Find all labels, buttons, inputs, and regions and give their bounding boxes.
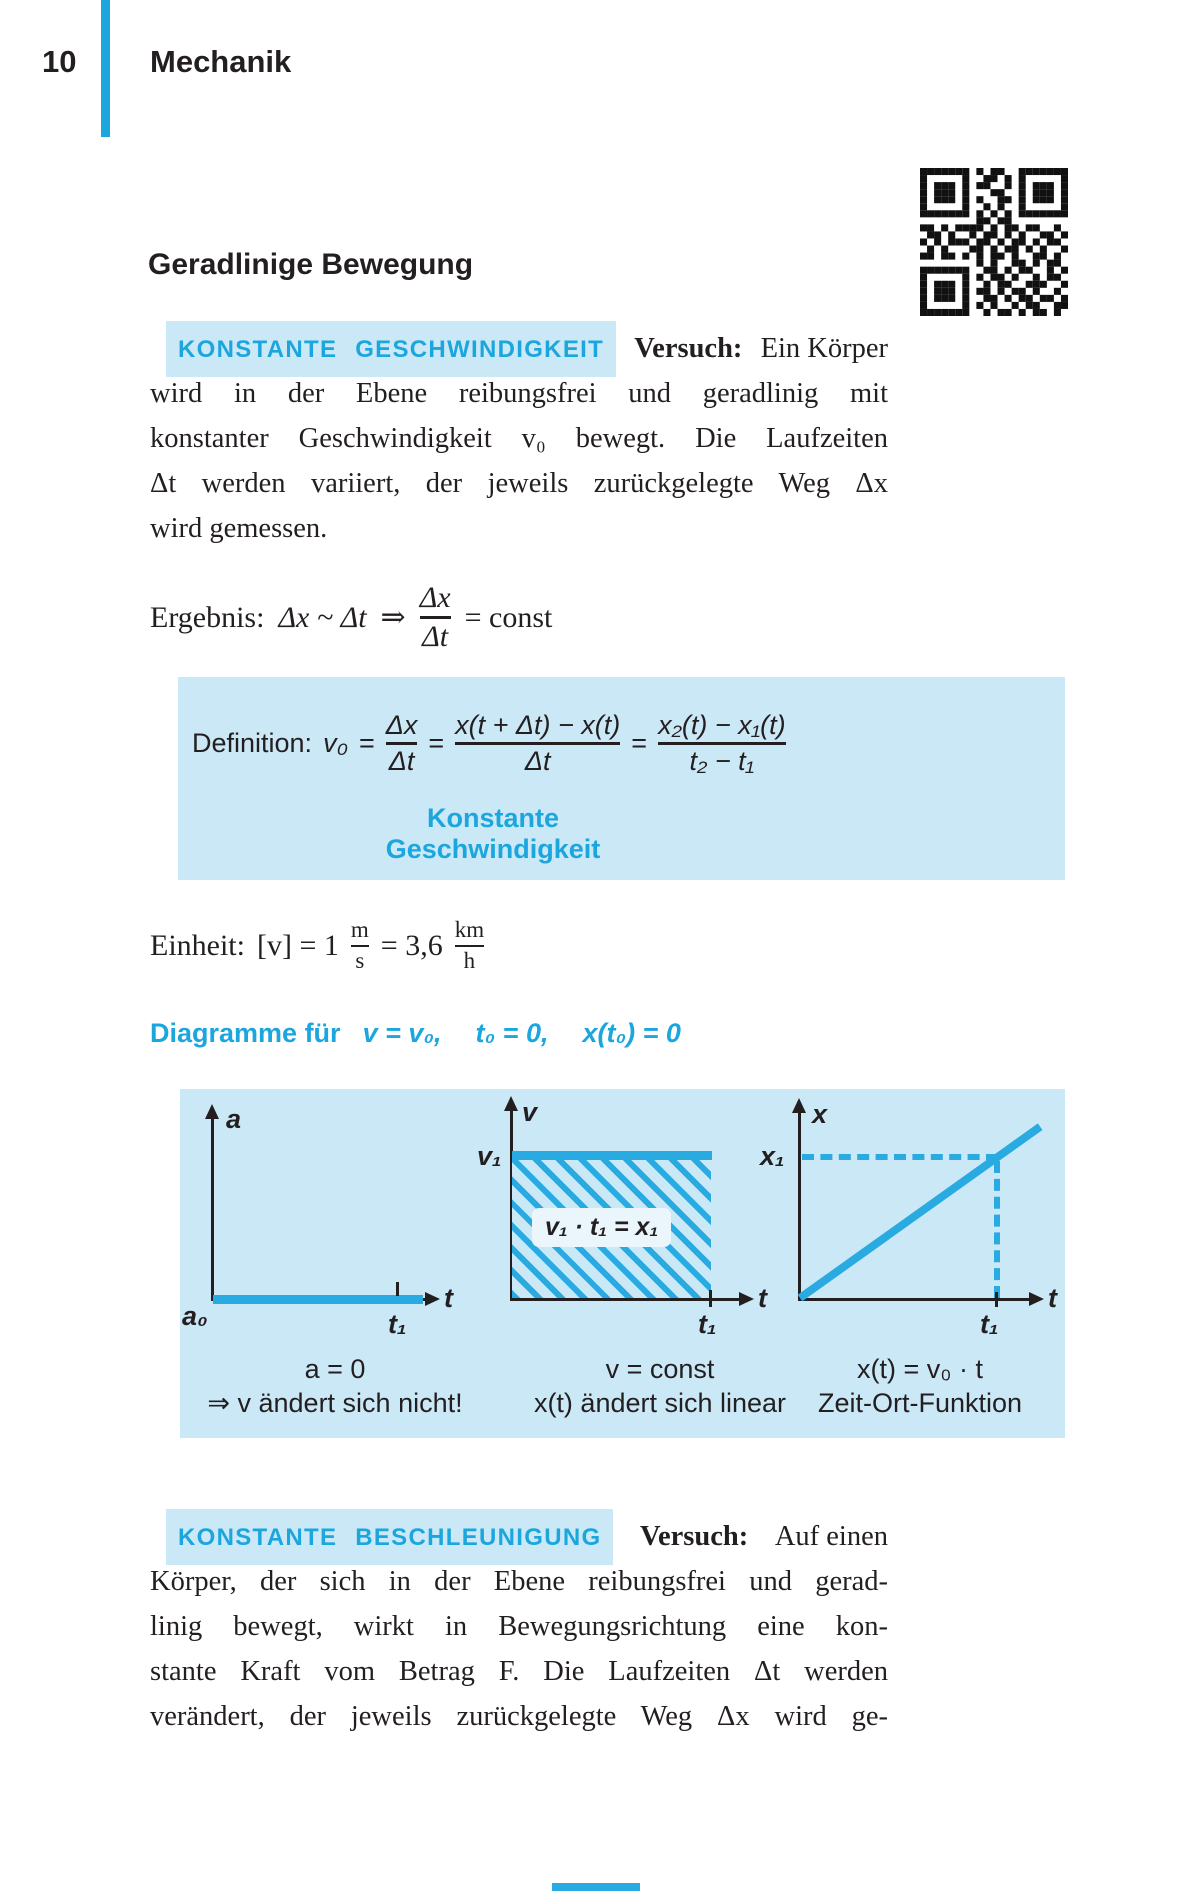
fraction-numerator: Δx [419,581,451,614]
fraction-bar [351,945,369,948]
paragraph-lead-line [150,1514,888,1559]
caption-line: a = 0 [304,1354,366,1384]
equals-sign: = [631,727,648,758]
fraction-bar [455,945,484,948]
v-axis-arrow-icon [504,1096,518,1111]
v1-constant-line [512,1151,712,1160]
definition-label: Definition: [192,727,313,758]
delta-fraction [420,582,451,653]
a0-label: a₀ [182,1301,208,1331]
definition-formula [192,711,786,776]
a-axis-label: a [226,1104,242,1134]
a-axis [211,1119,214,1300]
t1-dashed-line [994,1161,1000,1298]
x-axis [798,1113,801,1301]
diagram1-caption [190,1352,480,1420]
fraction-bar [420,616,451,619]
definition-panel [178,677,1065,880]
v-axis-label: v [522,1097,538,1127]
caption-line: v = const [605,1354,715,1384]
linear-x-t-line [798,1123,1043,1301]
einheit-label: Einheit: [150,929,245,963]
fraction-numerator: Δx [385,710,418,740]
paragraph-konstante-beschleunigung [150,1514,888,1739]
diagramme-header [150,1018,681,1049]
fraction-bar [658,742,786,745]
fraction-numerator: km [454,917,485,942]
paragraph-line: konstanter Geschwindigkeit v₀ bewegt. Die Laufzeiten [150,423,888,454]
t-axis-arrow-icon [739,1292,754,1306]
versuch-label: Versuch: [634,333,743,364]
caption-line: Zeit-Ort-Funktion [817,1388,1023,1418]
fraction-denominator: Δt [388,745,415,776]
fraction-denominator: t₂ − t₁ [689,745,755,776]
x1-dashed-line [802,1154,998,1160]
fraction-two-points [658,711,786,776]
diagram3-caption [770,1352,1070,1420]
page-number: 10 [42,44,77,79]
versuch-label: Versuch: [640,1521,749,1552]
fraction-dx-dt [386,711,418,776]
t1-label-d3: t₁ [980,1309,999,1339]
diagramme-label: Diagramme für [150,1018,341,1048]
section-title: Geradlinige Bewegung [148,248,474,281]
fraction-bar [455,742,620,745]
t1-label-d1: t₁ [388,1309,407,1339]
t-axis-label-d2: t [758,1283,767,1313]
page-bottom-marker [552,1883,640,1891]
x-axis-label: x [812,1099,828,1129]
ergebnis-result: = const [464,600,553,634]
a-axis-arrow-icon [205,1104,219,1119]
fraction-denominator: Δt [524,745,551,776]
chapter-title: Mechanik [150,44,292,79]
area-formula-chip: v₁ · t₁ = x₁ [532,1208,671,1247]
t-axis-arrow-icon [1029,1292,1044,1306]
t-axis-label-d3: t [1048,1283,1057,1313]
unit-conversion: = 3,6 [380,929,443,963]
header-accent-bar [101,0,110,137]
fraction-numerator: x(t + Δt) − x(t) [455,710,621,740]
qr-code [920,168,1068,316]
keyword-chip: KONSTANTE BESCHLEUNIGUNG [166,1509,613,1565]
velocity-symbol: v₀ [323,727,348,758]
t1-tick-d1 [396,1282,399,1296]
ergebnis-label: Ergebnis: [150,600,265,634]
einheit-formula [150,918,484,974]
x1-label: x₁ [760,1141,785,1171]
fraction-km-h [455,918,484,974]
fraction-denominator: s [355,948,365,974]
paragraph-lead-line [150,326,888,371]
t1-tick-d2 [709,1290,712,1307]
v1-label: v₁ [477,1141,502,1171]
paragraph-line: stante Kraft vom Betrag F. Die Laufzeiten Δt werden [150,1656,888,1687]
paragraph-konstante-geschwindigkeit [150,326,888,551]
lead-text: Ein Körper [760,333,888,364]
paragraph-line: wird in der Ebene reibungsfrei und geradlinig mit [150,378,888,409]
fraction-m-s [351,918,369,974]
t-axis-d2 [510,1298,739,1301]
diagram-panel [180,1089,1065,1438]
equals-sign: = [358,727,375,758]
t-axis-arrow-icon [425,1292,440,1306]
fraction-numerator: x₂(t) − x₁(t) [658,710,786,740]
fraction-difference-quotient [455,711,620,776]
condition-x-t0: x(t₀) = 0 [582,1018,681,1048]
unit-expression: [v] = 1 [256,929,339,963]
condition-t0: t₀ = 0, [475,1018,549,1048]
caption-line: x(t) ändert sich linear [533,1388,787,1418]
a-equals-zero-line [213,1295,423,1304]
lead-text: Auf einen [774,1521,888,1552]
paragraph-line: linig bewegt, wirkt in Bewegungsrichtung eine kon- [150,1611,888,1642]
definition-caption: Konstante Geschwindigkeit [385,803,601,864]
caption-line: ⇒ v ändert sich nicht! [207,1388,463,1418]
qr-code-pattern [920,168,1068,316]
x-axis-arrow-icon [792,1098,806,1113]
t1-tick-d3 [995,1292,998,1307]
fraction-denominator: h [463,948,476,974]
t1-label-d2: t₁ [698,1309,717,1339]
condition-v: v = v₀, [362,1018,442,1048]
paragraph-line: wird gemessen. [150,513,328,544]
t-axis-label-d1: t [444,1283,453,1313]
fraction-numerator: m [350,917,369,942]
paragraph-line: verändert, der jeweils zurückgelegte Weg Δx wird ge- [150,1701,888,1732]
fraction-denominator: Δt [422,619,449,653]
paragraph-line: Δt werden variiert, der jeweils zurückgelegte Weg Δx [150,468,888,499]
implies-arrow-icon: ⇒ [380,601,406,635]
ergebnis-formula [150,582,552,653]
caption-line: x(t) = v₀ · t [857,1354,983,1384]
equals-sign: = [428,727,445,758]
fraction-bar [386,742,418,745]
paragraph-line: Körper, der sich in der Ebene reibungsfrei und gerad- [150,1566,888,1597]
keyword-chip: KONSTANTE GESCHWINDIGKEIT [166,321,616,377]
proportionality-expression: Δx ~ Δt [278,600,367,634]
